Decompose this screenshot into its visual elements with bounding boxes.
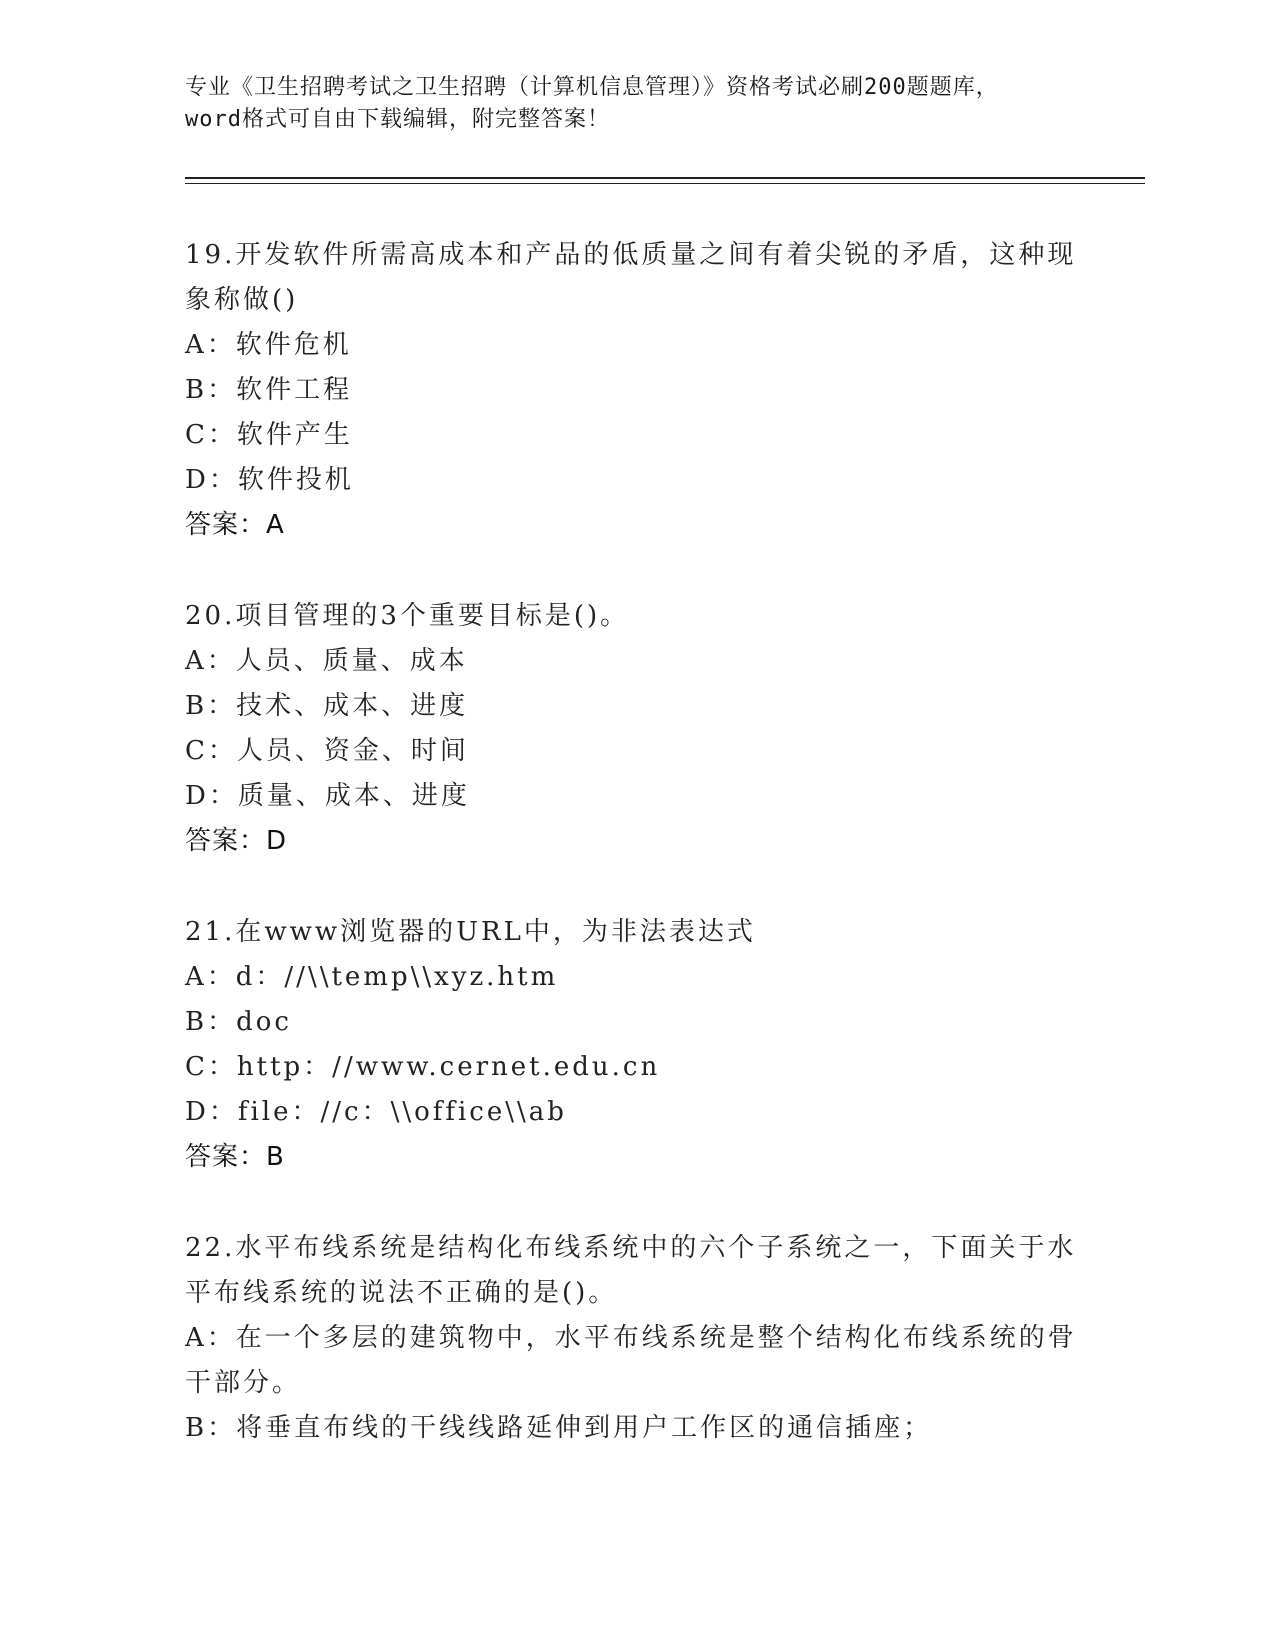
option-a: A：d：//\\temp\\xyz.htm — [185, 962, 559, 992]
header-line-2: word格式可自由下载编辑，附完整答案！ — [185, 107, 610, 132]
document-header — [185, 72, 1085, 136]
option-b: B：将垂直布线的干线线路延伸到用户工作区的通信插座； — [185, 1413, 933, 1443]
option-b: B：doc — [185, 1007, 292, 1037]
question-list — [185, 233, 1085, 1497]
question-22 — [185, 1226, 1085, 1451]
answer-label: 答案：A — [185, 510, 285, 540]
option-c: C：人员、资金、时间 — [185, 736, 469, 766]
option-b: B：软件工程 — [185, 375, 353, 405]
question-21 — [185, 910, 1085, 1180]
question-stem: 20.项目管理的3个重要目标是()。 — [185, 601, 630, 631]
answer-label: 答案：B — [185, 1142, 285, 1172]
option-b: B：技术、成本、进度 — [185, 691, 469, 721]
option-d: D：file：//c：\\office\\ab — [185, 1097, 567, 1127]
option-a: A：人员、质量、成本 — [185, 646, 468, 676]
option-c: C：软件产生 — [185, 420, 353, 450]
question-19 — [185, 233, 1085, 548]
header-divider-thick — [185, 177, 1145, 179]
option-a: A：软件危机 — [185, 330, 352, 360]
header-divider-thin — [185, 183, 1145, 184]
answer-label: 答案：D — [185, 826, 288, 856]
question-stem: 21.在www浏览器的URL中，为非法表达式 — [185, 917, 756, 947]
question-stem: 22.水平布线系统是结构化布线系统中的六个子系统之一，下面关于水平布线系统的说法不正确的是()。 — [185, 1233, 1077, 1308]
option-c: C：http：//www.cernet.edu.cn — [185, 1052, 661, 1082]
option-d: D：软件投机 — [185, 465, 354, 495]
header-line-1: 专业《卫生招聘考试之卫生招聘（计算机信息管理）》资格考试必刷200题题库， — [185, 75, 999, 100]
question-20 — [185, 594, 1085, 864]
question-stem: 19.开发软件所需高成本和产品的低质量之间有着尖锐的矛盾，这种现象称做() — [185, 240, 1077, 315]
option-d: D：质量、成本、进度 — [185, 781, 470, 811]
option-a: A：在一个多层的建筑物中，水平布线系统是整个结构化布线系统的骨干部分。 — [185, 1323, 1077, 1398]
